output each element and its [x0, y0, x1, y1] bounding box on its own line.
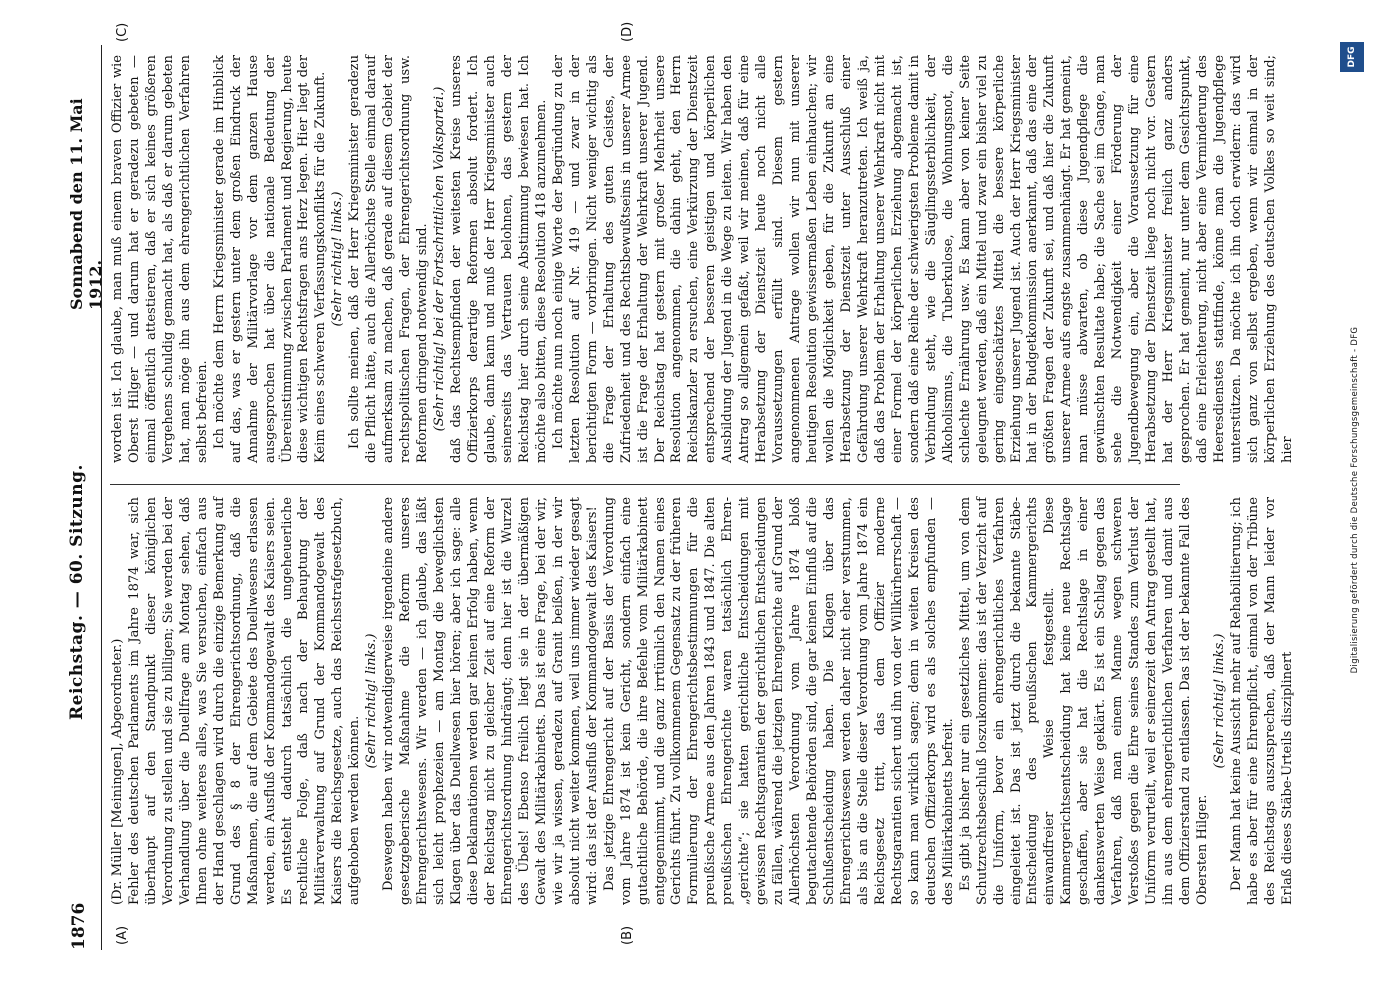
interjection: (Sehr richtig! bei der Fortschrittlichen Volkspartei.): [432, 86, 448, 432]
interjection: (Sehr richtig! links.): [1211, 633, 1227, 769]
paragraph: worden ist. Ich glaube, man muß einem braven Offizier wie Oberst Hilger — und darum hat er geradezu gebeten — einmal öffentlich attestieren, daß er sich keines größeren Vergehens schuldig gemacht hat, als daß er darum gebeten hat, man möge ihn aus dem ehrengerichtlichen Verfahren selbst befreien.: [110, 55, 210, 463]
digitization-credit: Digitalisierung gefördert durch die Deutsche Forschungsgemeinschaft - DFG: [1350, 326, 1360, 674]
paragraph: daß das Rechtsempfinden der weitesten Kreise unseres Offizierkorps derartige Reformen absolut fordert. Ich glaube, dann kann und muß der Herr Kriegsminister auch seinerseits das Vertrauen belohnen, das gestern der Reichstag hier durch seine Abstimmung bewiesen hat. Ich möchte also bitten, diese Resolution 418 anzunehmen.: [449, 55, 549, 463]
paragraph: Der Mann hat keine Aussicht mehr auf Rehabilitierung; ich habe es aber für eine Ehrenpflicht, einmal von der Tribüne des Reichstags auszusprechen, daß der Mann leider vor Erlaß dieses Stäbe-Urteils disziplinert: [1228, 497, 1295, 905]
paragraph: Es gibt ja bisher nur ein gesetzliches Mittel, um von dem Schutzrechtsbeschluß loszukommen: das ist der Verzicht auf die Uniform, bevor ein ehrengerichtliches Verfahren eingeleitet ist. Das ist jetzt durch die bekannte Stäbe-Entscheidung des preußischen Kammergerichts einwandfreier Weise festgestellt. Diese Kammergerichtsentscheidung hat keine neue Rechtslage geschaffen, aber sie hat die Rechtslage in einer dankenswerten Weise geklärt. Es ist ein Schlag gegen das Verfahren, daß man einem Manne wegen schweren Verstoßes gegen die Ehre seines Standes zum Verlust der Uniform verurteilt, weil er seinerzeit den Antrag gestellt hat, ihn aus dem ehrengerichtlichen Verfahren und damit aus dem Offizierstand zu entlassen. Das ist der bekannte Fall des Obersten Hilger.: [957, 497, 1210, 905]
interjection: (Sehr richtig! links.): [364, 633, 380, 769]
paragraph: Fehler des deutschen Parlaments im Jahre 1874 war, sich überhaupt auf den Standpunkt dieser königlichen Verordnung zu stellen und sie zu billigen; Sie werden bei der Verhandlung über die Duellfrage am Montag sehen, daß Ihnen ohne weiteres alles, was Sie versuchen, einfach aus der Hand geschlagen wird durch die einzige Bemerkung auf Grund des § 8 der Ehrengerichtsordnung, daß die Maßnahmen, die auf dem Gebiete des Duellwesens erlassen werden, ein Ausfluß der Kommandogewalt des Kaisers seien. Es entsteht dadurch tatsächlich die ungeheuerliche rechtliche Folge, daß nach der Behauptung der Militärverwaltung auf Grund der Kommandogewalt des Kaisers die Reichsgesetze, auch das Reichsstrafgesetzbuch, aufgehoben werden können.: [126, 497, 363, 905]
column-divider: [110, 484, 1180, 485]
margin-letter-c: (C): [115, 22, 130, 42]
paragraph: Deswegen haben wir notwendigerweise irgendeine andere gesetzgeberische Maßnahme die Reform unseres Ehrengerichtswesens. Wir werden — ich glaube, das läßt sich leicht prophezeien — am Montag die beweglichsten Klagen über das Duellwesen hier hören; aber ich sage: alle diese Deklamationen werden gar keinen Erfolg haben, wenn der Reichstag nicht zu gleicher Zeit auf eine Reform der Ehrengerichtsordnung hindrängt; denn hier ist die Wurzel des Übels! Ebenso freilich liegt sie in der übermäßigen Gewalt des Militärkabinetts. Das ist eine Frage, bei der wir, wie wir ja wissen, geradezu auf Granit beißen, in der wir absolut nicht weiter kommen, weil uns immer wieder gesagt wird: das ist der Ausfluß der Kommandogewalt des Kaisers!: [381, 497, 600, 905]
session-title: Reichstag. — 60. Sitzung.: [67, 464, 87, 720]
paragraph: Das jetzige Ehrengericht auf der Basis der Verordnung vom Jahre 1874 ist kein Gericht, sondern einfach eine gutachtliche Behörde, die ihre Befehle vom Militärkabinett entgegennimmt, und die ganz irrtümlich den Namen eines Gerichts führt. Zu vollkommenem Gegensatz zu der früheren Formulierung der Ehrengerichtsbestimmungen für die preußische Armee aus den Jahren 1843 und 1847. Die alten preußischen Ehrengerichte waren tatsächlich Ehren-„gerichte“; sie hatten gerichtliche Entscheidungen mit gewissen Rechtsgarantien der gerichtlichen Entscheidungen zu fällen, während die jetzigen Ehrengerichte auf Grund der Allerhöchsten Verordnung vom Jahre 1874 bloß begutachtende Behörden sind, die gar keinen Einfluß auf die Schlußentscheidung haben. Die Klagen über das Ehrengerichtswesen werden daher nicht eher verstummen, als bis an die Stelle dieser Verordnung vom Jahre 1874 ein Reichsgesetz tritt, das dem Offizier moderne Rechtsgarantien sichert und ihn von der Willkürherrschaft — so kann man wirklich sagen; denn in weiten Kreisen des deutschen Offizierkorps wird es als solches empfunden — des Militärkabinetts befreit.: [601, 497, 956, 905]
right-column: [110, 55, 1297, 463]
paragraph: Ich möchte dem Herrn Kriegsminister gerade im Hinblick auf das, was er gestern unter dem großen Eindruck der Annahme der Militärvorlage vor dem ganzen Hause ausgesprochen hat über die nationale Bedeutung der Übereinstimmung zwischen Parlament und Regierung, heute diese wichtigen Rechtsfragen ans Herz legen. Hier liegt der Keim eines schweren Verfassungskonflikts für die Zukunft.: [211, 55, 329, 463]
margin-letter-a: (A): [115, 925, 130, 945]
margin-letter-d: (D): [620, 21, 635, 42]
session-date: Sonnabend den 11. Mai 1912.: [67, 98, 105, 310]
dfg-logo: DFG: [1340, 42, 1364, 72]
paragraph: Ich sollte meinen, daß der Herr Kriegsminister geradezu die Pflicht hätte, auch die Allerhöchste Stelle einmal darauf aufmerksam zu machen, daß gerade auf diesem Gebiet der rechtspolitischen Fragen, der Ehrengerichtsordnung usw. Reformen dringend notwendig sind.: [347, 55, 431, 463]
paragraph: Ich möchte nun noch einige Worte der Begründung zu der letzten Resolution auf Nr. 419 — und zwar in der berichtigten Form — vorbringen. Nicht weniger wichtig als die Frage der Erhaltung des guten Geistes, der Zufriedenheit und des Rechtsbewußtseins in unserer Armee ist die Frage der Erhaltung der Wehrkraft unserer Jugend. Der Reichstag hat gestern mit großer Mehrheit unsere Resolution angenommen, die dahin geht, den Herrn Reichskanzler zu ersuchen, eine Verkürzung der Dienstzeit entsprechend der besseren geistigen und körperlichen Ausbildung der Jugend in die Wege zu leiten. Wir haben den Antrag so allgemein gefaßt, weil wir meinen, daß für eine Herabsetzung der Dienstzeit heute noch nicht alle Voraussetzungen erfüllt sind. Diesem gestern angenommenen Antrage wollen wir nun mit unserer heutigen Resolution gewissermaßen Leben einhauchen; wir wollen die Möglichkeit geben, für die Zukunft an eine Herabsetzung der Dienstzeit unter Ausschluß einer Gefährdung unserer Wehrkraft heranzutreten. Ich weiß ja, daß das Problem der Erhaltung unserer Wehrkraft nicht mit einer Formel der körperlichen Erziehung abgemacht ist, sondern daß eine Reihe der schwierigsten Probleme damit in Verbindung steht, wie die Säuglingssterblichkeit, der Alkoholismus, die Tuberkulose, die Wohnungsnot, die schlechte Ernährung usw. Es kann aber von keiner Seite geleugnet werden, daß ein Mittel und zwar ein bisher viel zu gering eingeschätztes Mittel die bessere körperliche Erziehung unserer Jugend ist. Auch der Herr Kriegsminister hat in der Budgetkommission anerkannt, daß das eine der größten Fragen der Zukunft sei, und daß hier die Zukunft unserer Armee aufs engste zusammenhängt. Er hat gemeint, man müsse abwarten, ob diese Jugendpflege die gewünschten Resultate habe; die Sache sei im Gange, man sehe die Notwendigkeit einer Förderung der Jugendbewegung ein, aber die Voraussetzung für eine Herabsetzung der Dienstzeit liege noch nicht vor. Gestern hat der Herr Kriegsminister freilich ganz anders gesprochen. Er hat gemeint, nur unter dem Gesichtspunkt, daß eine Erleichterung, nicht aber eine Verminderung des Heeresdienstes stattfinde, könne man die Jugendpflege unterstützen. Da möchte ich ihn doch erwidern: das wird sich ganz von selbst ergeben, wenn wir einmal in der körperlichen Erziehung des deutschen Volkes so weit sind; hier: [550, 55, 1295, 463]
speaker-note: (Dr. Müller [Meiningen], Abgeordneter.): [110, 638, 125, 905]
page-number: 1876: [69, 902, 89, 950]
page-header: [55, 45, 105, 950]
left-column: [110, 497, 1297, 905]
interjection: (Sehr richtig! links.): [330, 191, 346, 327]
margin-letter-b: (B): [620, 925, 635, 945]
